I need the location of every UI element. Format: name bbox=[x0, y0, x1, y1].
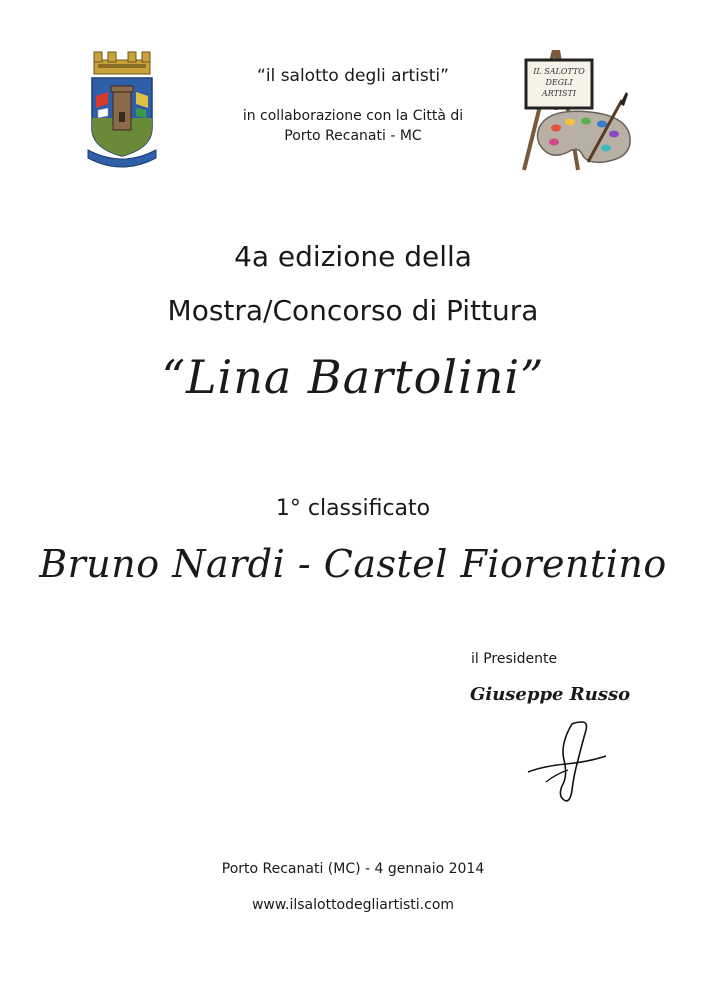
signatory-name: Giuseppe Russo bbox=[470, 684, 631, 705]
signatory-role: il Presidente bbox=[471, 651, 558, 667]
collaboration-line-1: in collaborazione con la Città di bbox=[242, 108, 464, 124]
event-title: Mostra/Concorso di Pittura bbox=[167, 294, 539, 327]
easel-sign-line1: IL SALOTTO bbox=[533, 67, 585, 76]
easel-sign-line3: ARTISTI bbox=[541, 89, 577, 98]
signature-icon bbox=[524, 720, 610, 806]
award-winner: Bruno Nardi - Castel Fiorentino bbox=[39, 542, 667, 586]
edition-heading: 4a edizione della bbox=[234, 240, 472, 273]
award-rank: 1° classificato bbox=[275, 496, 431, 521]
place-date: Porto Recanati (MC) - 4 gennaio 2014 bbox=[221, 861, 485, 877]
association-name: “il salotto degli artisti” bbox=[257, 66, 449, 86]
event-name: “Lina Bartolini” bbox=[161, 350, 545, 404]
website-link[interactable]: www.ilsalottodegliartisti.com bbox=[251, 897, 455, 913]
easel-sign-line2: DEGLI bbox=[545, 78, 573, 87]
collaboration-line-2: Porto Recanati - MC bbox=[284, 128, 422, 144]
